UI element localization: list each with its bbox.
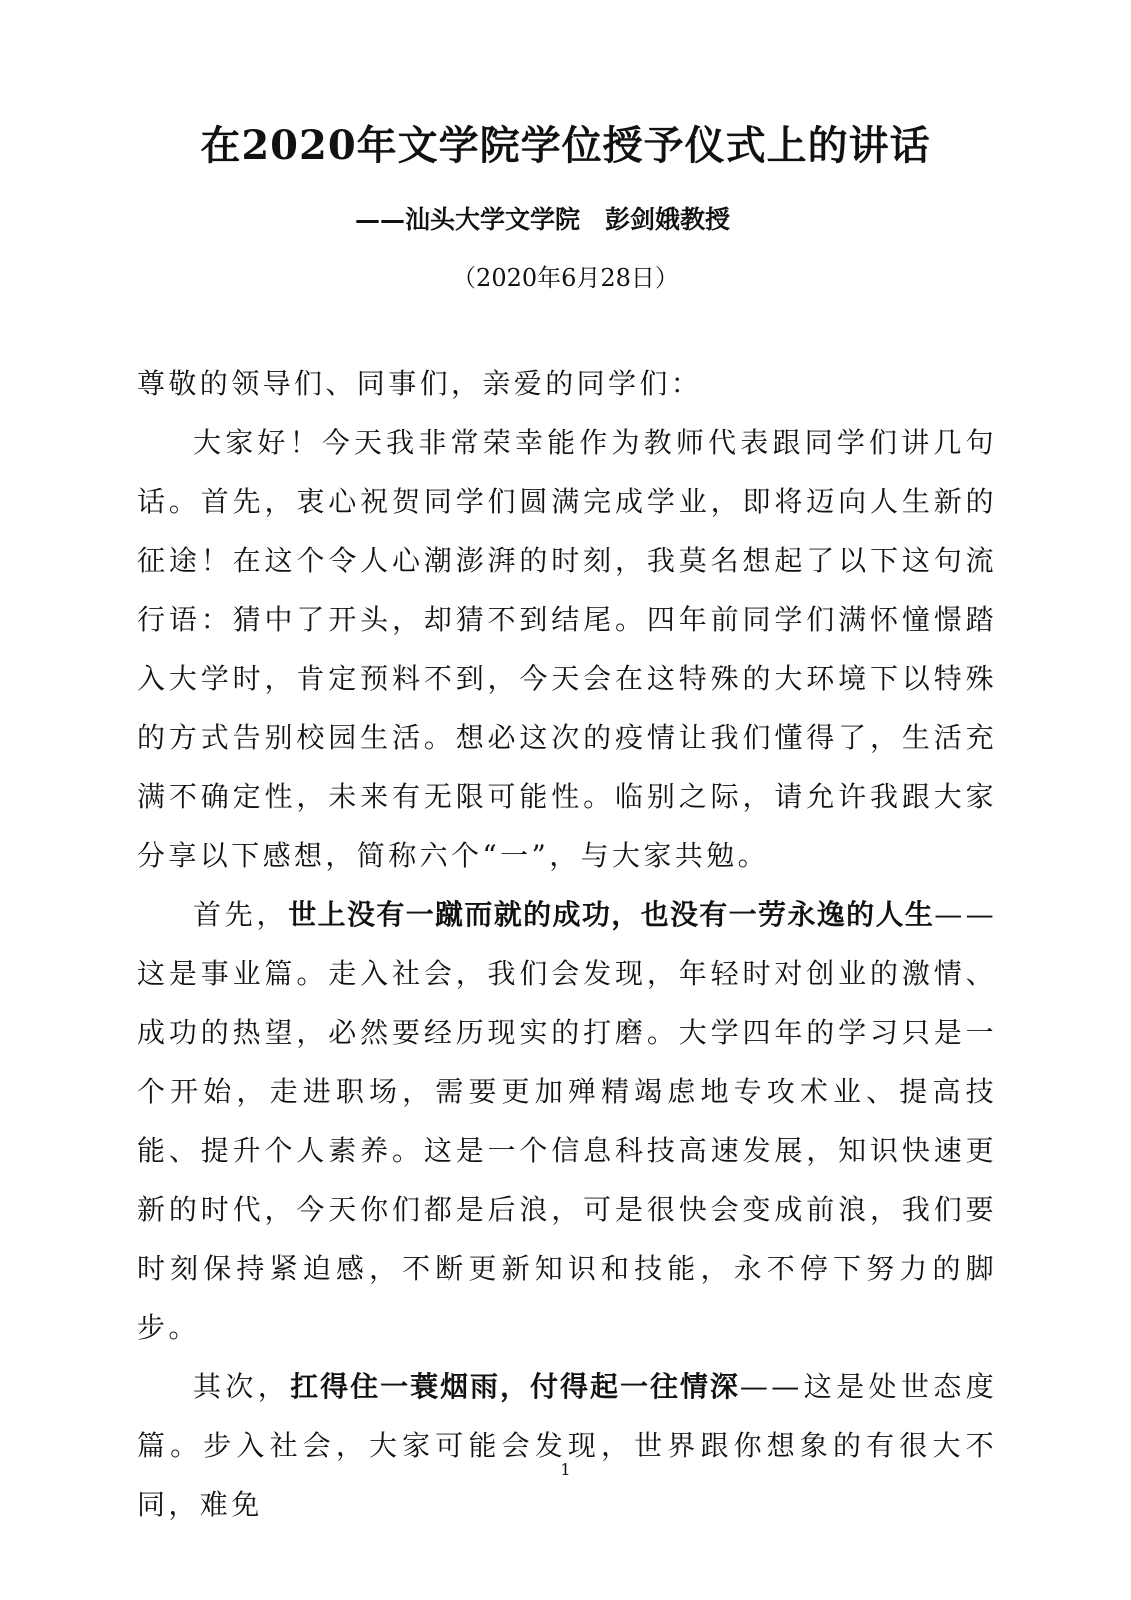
paragraph-career [137,885,997,1357]
speech-body [137,354,997,1534]
salutation: 尊敬的领导们、同事们，亲爱的同学们： [137,367,703,400]
paragraph-attitude [137,1357,997,1534]
author-byline: ——汕头大学文学院 彭剑娥教授 [355,205,731,234]
paragraph-rest: ——这是事业篇。走入社会，我们会发现，年轻时对创业的激情、成功的热望，必然要经历现实的打磨。大学四年的学习只是一个开始，走进职场，需要更加殚精竭虑地专攻术业、提高技能、提升个人素养。这是一个信息科技高速发展，知识快速更新的时代，今天你们都是后浪，可是很快会变成前浪，我们要时刻保持紧迫感，不断更新知识和技能，永不停下努力的脚步。 [137,898,997,1344]
page-number: 1 [560,1460,571,1479]
paragraph-lead: 首先， [193,898,289,931]
paragraph-heading-bold: 世上没有一蹴而就的成功，也没有一劳永逸的人生 [288,898,935,931]
page-title: 在2020年文学院学位授予仪式上的讲话 [200,122,931,169]
paragraph-heading-bold: 扛得住一蓑烟雨，付得起一往情深 [290,1370,740,1403]
speech-date: （2020年6月28日） [452,264,679,292]
paragraph-lead: 其次， [193,1370,291,1403]
paragraph-opening: 大家好！今天我非常荣幸能作为教师代表跟同学们讲几句话。首先，衷心祝贺同学们圆满完成学业，即将迈向人生新的征途！在这个令人心潮澎湃的时刻，我莫名想起了以下这句流行语：猜中了开头，却猜不到结尾。四年前同学们满怀憧憬踏入大学时，肯定预料不到，今天会在这特殊的大环境下以特殊的方式告别校园生活。想必这次的疫情让我们懂得了，生活充满不确定性，未来有无限可能性。临别之际，请允许我跟大家分享以下感想，简称六个“一”，与大家共勉。 [137,426,997,872]
paragraph-rest: ——这是处世态度篇。步入社会，大家可能会发现，世界跟你想象的有很大不同，难免 [137,1370,998,1521]
